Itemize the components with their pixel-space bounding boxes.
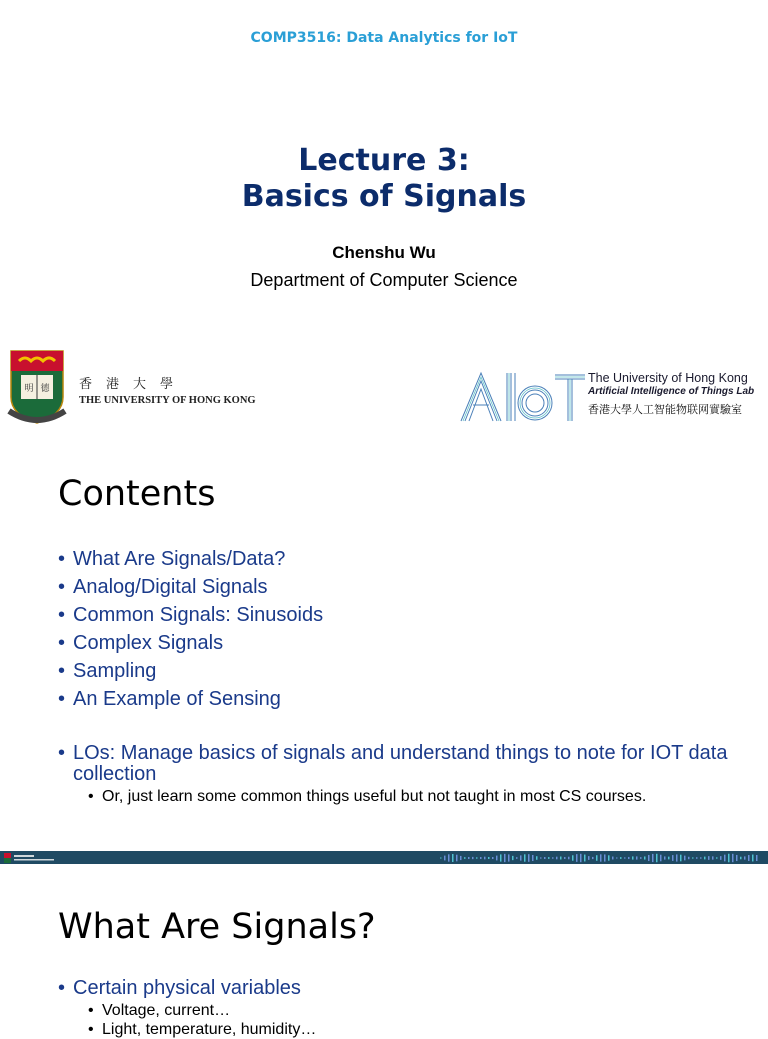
bullet-dot: •	[58, 977, 66, 999]
contents-heading: Contents	[58, 474, 216, 514]
learning-objectives	[58, 743, 753, 785]
hku-chinese-name: 香港大學	[79, 377, 188, 392]
signals-subitem-text: Voltage, current…	[102, 1002, 231, 1019]
bullet-dot: •	[58, 604, 66, 626]
bullet-dot: •	[58, 742, 66, 764]
contents-slide	[0, 432, 768, 864]
list-item	[58, 573, 323, 601]
lab-name: Artificial Intelligence of Things Lab	[588, 386, 755, 397]
signals-subitem	[88, 1002, 230, 1020]
list-item-text: Sampling	[73, 660, 157, 682]
lecture-title-line2: Basics of Signals	[241, 179, 527, 214]
signals-subitem	[88, 1021, 316, 1039]
title-slide	[0, 0, 768, 432]
aiot-lab-logo	[459, 371, 587, 423]
hku-english-name: THE UNIVERSITY OF HONG KONG	[79, 395, 256, 406]
footer-hku-logo	[4, 853, 74, 863]
learning-objectives-text: LOs: Manage basics of signals and understand things to note for IOT data collection	[73, 742, 728, 785]
list-item-text: An Example of Sensing	[73, 688, 281, 710]
list-item-text: What Are Signals/Data?	[73, 548, 286, 570]
list-item	[58, 974, 301, 1002]
bullet-dot: •	[58, 688, 66, 710]
lab-chinese-name: 香港大學人工智能物联网實驗室	[588, 403, 742, 416]
list-item	[58, 685, 323, 713]
list-item-text: Certain physical variables	[73, 977, 301, 999]
contents-list	[58, 545, 323, 713]
list-item	[58, 601, 323, 629]
svg-text:德: 德	[40, 384, 50, 394]
learning-objectives-subitem-text: Or, just learn some common things useful but not taught in most CS courses.	[102, 788, 647, 805]
signals-list	[58, 974, 301, 1002]
signals-heading: What Are Signals?	[58, 907, 376, 947]
list-item	[58, 545, 323, 573]
department-name: Department of Computer Science	[250, 270, 518, 290]
bullet-dot: •	[88, 1002, 94, 1019]
bullet-dot: •	[58, 576, 66, 598]
list-item-text: Analog/Digital Signals	[73, 576, 268, 598]
lecture-title	[0, 143, 768, 215]
bullet-dot: •	[58, 660, 66, 682]
lecture-title-line1: Lecture 3:	[298, 143, 470, 178]
lab-university-name: The University of Hong Kong	[588, 371, 748, 385]
list-item-text: Common Signals: Sinusoids	[73, 604, 324, 626]
bullet-dot: •	[58, 632, 66, 654]
author-name: Chenshu Wu	[332, 243, 436, 262]
hku-crest-logo	[7, 349, 67, 427]
signals-slide	[0, 864, 768, 1038]
bullet-dot: •	[88, 788, 94, 805]
course-title: COMP3516: Data Analytics for IoT	[250, 30, 518, 46]
list-item-text: Complex Signals	[73, 632, 224, 654]
footer-waveform-icon	[440, 853, 760, 863]
footer-band	[0, 851, 768, 864]
svg-text:明: 明	[24, 384, 34, 394]
bullet-dot: •	[58, 548, 66, 570]
list-item	[58, 629, 323, 657]
signals-subitem-text: Light, temperature, humidity…	[102, 1021, 317, 1038]
learning-objectives-subitem	[88, 788, 646, 806]
bullet-dot: •	[88, 1021, 94, 1038]
list-item	[58, 657, 323, 685]
